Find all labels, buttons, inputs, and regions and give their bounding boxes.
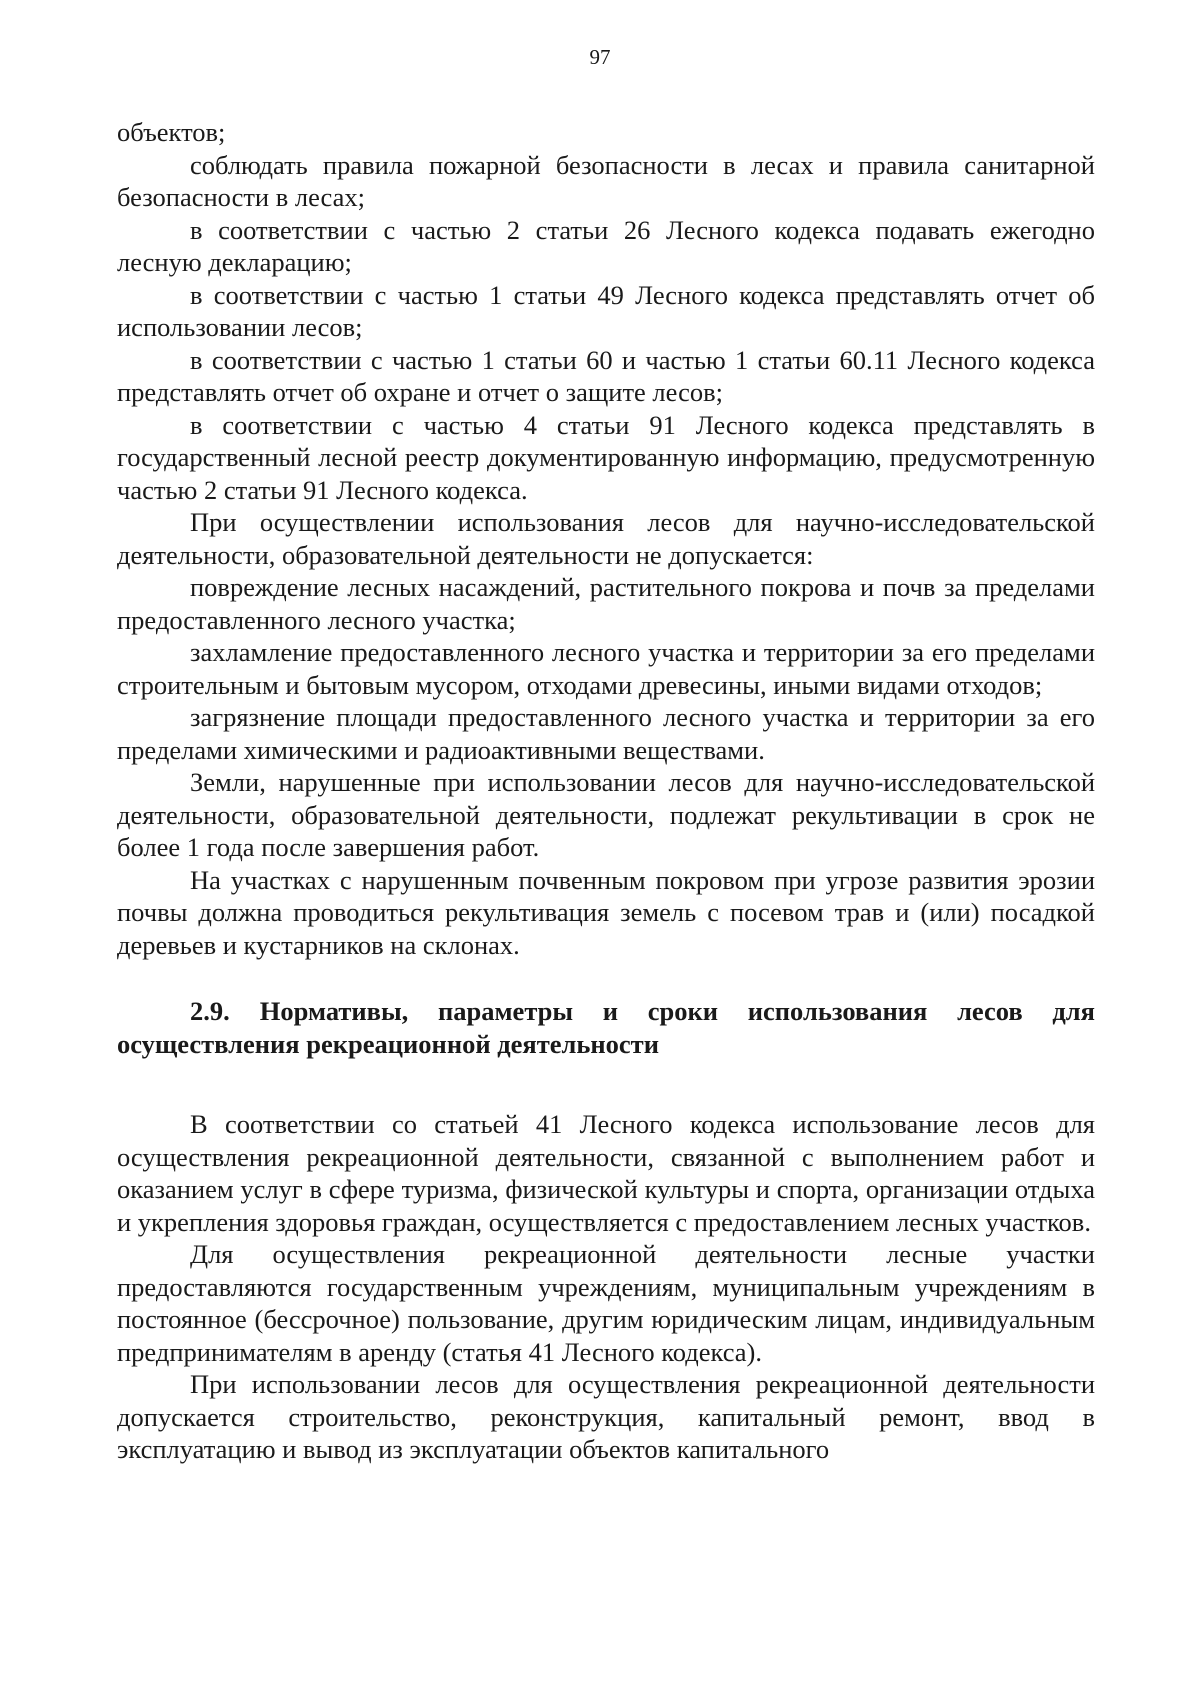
paragraph: В соответствии со статьей 41 Лесного кодекса использование лесов для осуществления рекреационной деятельности, связанной с выполнением работ и оказанием услуг в сфере туризма, физической культуры и спорта, организации отдыха и укрепления здоровья граждан, осуществляется с предоставлением лесных участков. bbox=[117, 1109, 1095, 1237]
paragraph: захламление предоставленного лесного участка и территории за его пределами строительным и бытовым мусором, отходами древесины, иными видами отходов; bbox=[117, 637, 1095, 700]
paragraph: На участках с нарушенным почвенным покровом при угрозе развития эрозии почвы должна проводиться рекультивация земель с посевом трав и (или) посадкой деревьев и кустарников на склонах. bbox=[117, 864, 1095, 960]
document-body bbox=[117, 116, 1095, 1466]
paragraph: Для осуществления рекреационной деятельности лесные участки предоставляются государственным учреждениям, муниципальным учреждениям в постоянное (бессрочное) пользование, другим юридическим лицам, индивидуальным предпринимателям в аренду (статья 41 Лесного кодекса). bbox=[117, 1239, 1095, 1367]
paragraph: в соответствии с частью 4 статьи 91 Лесного кодекса представлять в государственный лесной реестр документированную информацию, предусмотренную частью 2 статьи 91 Лесного кодекса. bbox=[117, 409, 1095, 505]
section-number: 2.9. bbox=[190, 996, 230, 1026]
paragraph: в соответствии с частью 1 статьи 49 Лесного кодекса представлять отчет об использовании лесов; bbox=[117, 279, 1095, 342]
paragraph: в соответствии с частью 2 статьи 26 Лесного кодекса подавать ежегодно лесную декларацию; bbox=[117, 214, 1095, 277]
section-title: Нормативы, параметры и сроки использования лесов для осуществления рекреационной деятельности bbox=[117, 996, 1095, 1059]
page-number: 97 bbox=[589, 45, 611, 69]
paragraph: При осуществлении использования лесов для научно-исследовательской деятельности, образовательной деятельности не допускается: bbox=[117, 507, 1095, 570]
paragraph: загрязнение площади предоставленного лесного участка и территории за его пределами химическими и радиоактивными веществами. bbox=[117, 702, 1095, 765]
paragraph: в соответствии с частью 1 статьи 60 и частью 1 статьи 60.11 Лесного кодекса представлять отчет об охране и отчет о защите лесов; bbox=[117, 344, 1095, 407]
paragraph: объектов; bbox=[117, 117, 226, 147]
section-heading bbox=[117, 995, 1095, 1060]
paragraph: Земли, нарушенные при использовании лесов для научно-исследовательской деятельности, образовательной деятельности, подлежат рекультивации в срок не более 1 года после завершения работ. bbox=[117, 767, 1095, 862]
paragraph: При использовании лесов для осуществления рекреационной деятельности допускается строительство, реконструкция, капитальный ремонт, ввод в эксплуатацию и вывод из эксплуатации объектов капитального bbox=[117, 1369, 1095, 1464]
paragraph: соблюдать правила пожарной безопасности в лесах и правила санитарной безопасности в лесах; bbox=[117, 149, 1095, 212]
paragraph: повреждение лесных насаждений, растительного покрова и почв за пределами предоставленного лесного участка; bbox=[117, 572, 1095, 635]
